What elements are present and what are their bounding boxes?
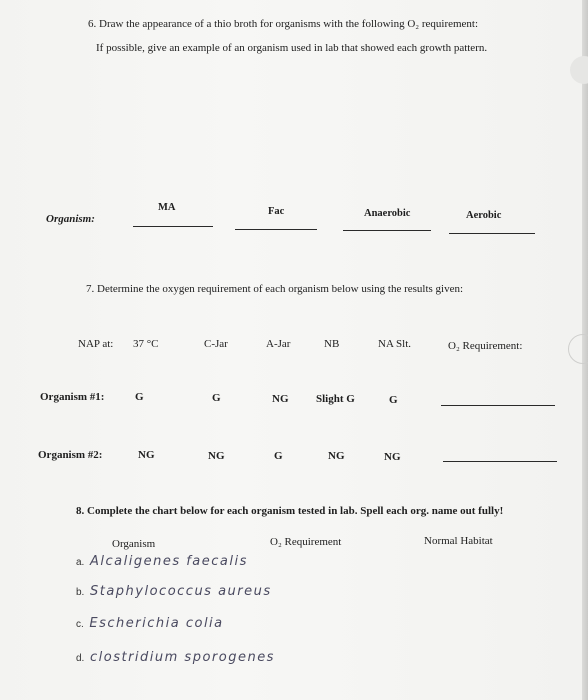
row-2-nb: NG — [328, 450, 345, 462]
row-1-answer-line[interactable] — [441, 405, 555, 406]
header-nb: NB — [324, 338, 340, 350]
question-6-subtext: If possible, give an example of an organism used in lab that showed each growth pattern. — [96, 42, 488, 54]
column-organism: Organism — [112, 538, 156, 550]
column-o2-requirement: O₂ Requirement — [270, 536, 342, 548]
row-1-nb: Slight G — [316, 393, 355, 405]
entry-a-prefix: a. — [76, 557, 85, 568]
column-normal-habitat: Normal Habitat — [424, 535, 493, 547]
question-7-text: 7. Determine the oxygen requirement of each organism below using the results given: — [86, 283, 464, 295]
entry-d — [76, 650, 275, 665]
header-ajar: A-Jar — [266, 338, 291, 350]
entry-d-prefix: d. — [76, 653, 85, 664]
entry-d-name: clostridium sporogenes — [89, 650, 275, 665]
row-1-label: Organism #1: — [40, 391, 105, 403]
column-fac: Fac — [268, 206, 285, 217]
header-nap: NAP at: — [78, 338, 114, 350]
row-2-cjar: NG — [208, 450, 225, 462]
header-o2-requirement: O₂ Requirement: — [448, 340, 523, 352]
answer-line-fac[interactable] — [235, 229, 317, 230]
header-temp: 37 °C — [133, 338, 159, 350]
entry-a-name: Alcaligenes faecalis — [89, 554, 248, 569]
answer-line-anaerobic[interactable] — [343, 230, 431, 231]
row-2-answer-line[interactable] — [443, 461, 557, 462]
entry-b — [76, 584, 272, 599]
background-circle — [568, 334, 588, 364]
row-1-naslt: G — [389, 394, 398, 406]
column-ma: MA — [158, 202, 176, 213]
entry-b-name: Staphylococcus aureus — [89, 584, 272, 599]
row-1-nap: G — [135, 391, 144, 403]
row-1-cjar: G — [212, 392, 221, 404]
entry-c-name: Escherichia colia — [89, 616, 224, 631]
answer-line-aerobic[interactable] — [449, 233, 535, 234]
entry-a — [76, 554, 248, 569]
row-2-nap: NG — [138, 449, 155, 461]
row-2-naslt: NG — [384, 451, 401, 463]
entry-b-prefix: b. — [76, 587, 85, 598]
row-2-label: Organism #2: — [38, 449, 103, 461]
answer-line-ma[interactable] — [133, 226, 213, 227]
column-anaerobic: Anaerobic — [364, 208, 411, 219]
question-6-text: 6. Draw the appearance of a thio broth for organisms with the following O₂ requirement: — [88, 18, 479, 30]
entry-c-prefix: c. — [76, 619, 84, 630]
row-2-ajar: G — [274, 450, 283, 462]
entry-c — [76, 616, 224, 631]
organism-label: Organism: — [46, 213, 95, 225]
header-naslt: NA Slt. — [378, 338, 412, 350]
question-8-text: 8. Complete the chart below for each organism tested in lab. Spell each org. name out fully! — [76, 505, 504, 517]
background-circle — [570, 56, 588, 84]
header-cjar: C-Jar — [204, 338, 228, 350]
column-aerobic: Aerobic — [466, 210, 502, 221]
row-1-ajar: NG — [272, 393, 289, 405]
